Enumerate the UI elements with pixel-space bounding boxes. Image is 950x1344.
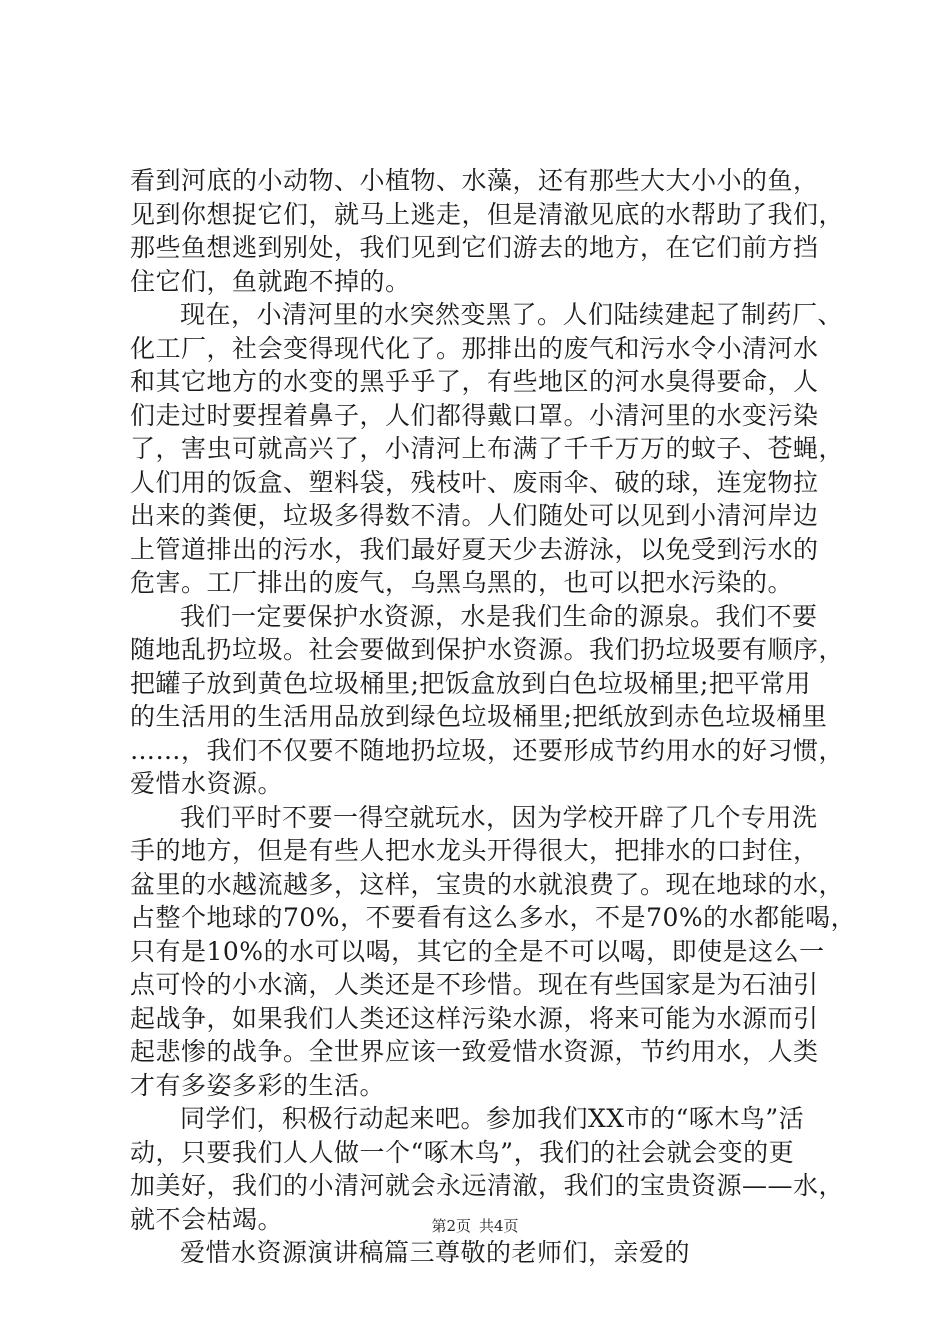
text-line: 占整个地球的70%，不要看有这么多水，不是70%的水都能喝， [130,903,857,932]
paragraph-start-line: 现在，小清河里的水突然变黑了。人们陆续建起了制药厂、 [180,300,844,329]
page-total: 共4页 [479,1217,519,1235]
text-line: 那些鱼想逃到别处，我们见到它们游去的地方，在它们前方挡 [130,233,819,262]
text-line: 们走过时要捏着鼻子，人们都得戴口罩。小清河里的水变污染 [130,400,819,430]
text-line: 才有多姿多彩的生活。 [130,1070,386,1100]
text-line: 起战争，如果我们人类还这样污染水源，将来可能为水源而引 [130,1003,819,1033]
text-line: 加美好，我们的小清河就会永远清澈，我们的宝贵资源——水， [130,1171,845,1200]
text-line: 了，害虫可就高兴了，小清河上布满了千千万万的蚊子、苍蝇， [130,434,845,463]
text-line: 出来的粪便，垃圾多得数不清。人们随处可以见到小清河岸边 [130,501,819,530]
text-line: 住它们，鱼就跑不掉的。 [130,266,411,296]
document-body [130,164,857,1270]
text-line: 上管道排出的污水，我们最好夏天少去游泳，以免受到污水的 [130,534,819,564]
text-line: 随地乱扔垃圾。社会要做到保护水资源。我们扔垃圾要有顺序， [130,635,845,664]
text-line: 手的地方，但是有些人把水龙头开得很大，把排水的口封住， [130,836,819,865]
paragraph-start-line: 我们一定要保护水资源，水是我们生命的源泉。我们不要 [180,601,818,631]
text-line: 点可怜的小水滴，人类还是不珍惜。现在有些国家是为石油引 [130,970,819,999]
paragraph-start-line: 同学们，积极行动起来吧。参加我们XX市的“啄木鸟”活 [180,1104,805,1133]
paragraph-start-line: 我们平时不要一得空就玩水，因为学校开辟了几个专用洗 [180,802,818,832]
text-line: 就不会枯竭。 [130,1204,284,1234]
text-line: 起悲惨的战争。全世界应该一致爱惜水资源，节约用水，人类 [130,1037,819,1066]
text-line: ……，我们不仅要不随地扔垃圾，还要形成节约用水的好习惯， [130,735,845,765]
text-line: 和其它地方的水变的黑乎乎了，有些地区的河水臭得要命，人 [130,367,819,396]
text-line: 化工厂，社会变得现代化了。那排出的废气和污水令小清河水 [130,333,819,363]
text-line: 的生活用的生活用品放到绿色垃圾桶里;把纸放到赤色垃圾桶里 [130,702,828,731]
text-line: 把罐子放到黄色垃圾桶里;把饭盒放到白色垃圾桶里;把平常用 [130,668,811,698]
text-line: 只有是10%的水可以喝，其它的全是不可以喝，即使是这么一 [130,936,825,966]
text-line: 见到你想捉它们，就马上逃走，但是清澈见底的水帮助了我们， [130,199,845,229]
text-line: 人们用的饭盒、塑料袋，残枝叶、废雨伞、破的球，连宠物拉 [130,467,819,497]
text-line: 危害。工厂排出的废气，乌黑乌黑的，也可以把水污染的。 [130,568,794,597]
text-line: 动，只要我们人人做一个“啄木鸟”，我们的社会就会变的更 [130,1137,795,1167]
paragraph-start-line: 爱惜水资源演讲稿篇三尊敬的老师们，亲爱的 [180,1238,691,1267]
text-line: 看到河底的小动物、小植物、水藻，还有那些大大小小的鱼， [130,166,819,195]
text-line: 爱惜水资源。 [130,769,284,798]
page-number: 第2页 [431,1217,471,1235]
text-line: 盆里的水越流越多，这样，宝贵的水就浪费了。现在地球的水， [130,869,845,899]
page-footer [0,1216,950,1236]
